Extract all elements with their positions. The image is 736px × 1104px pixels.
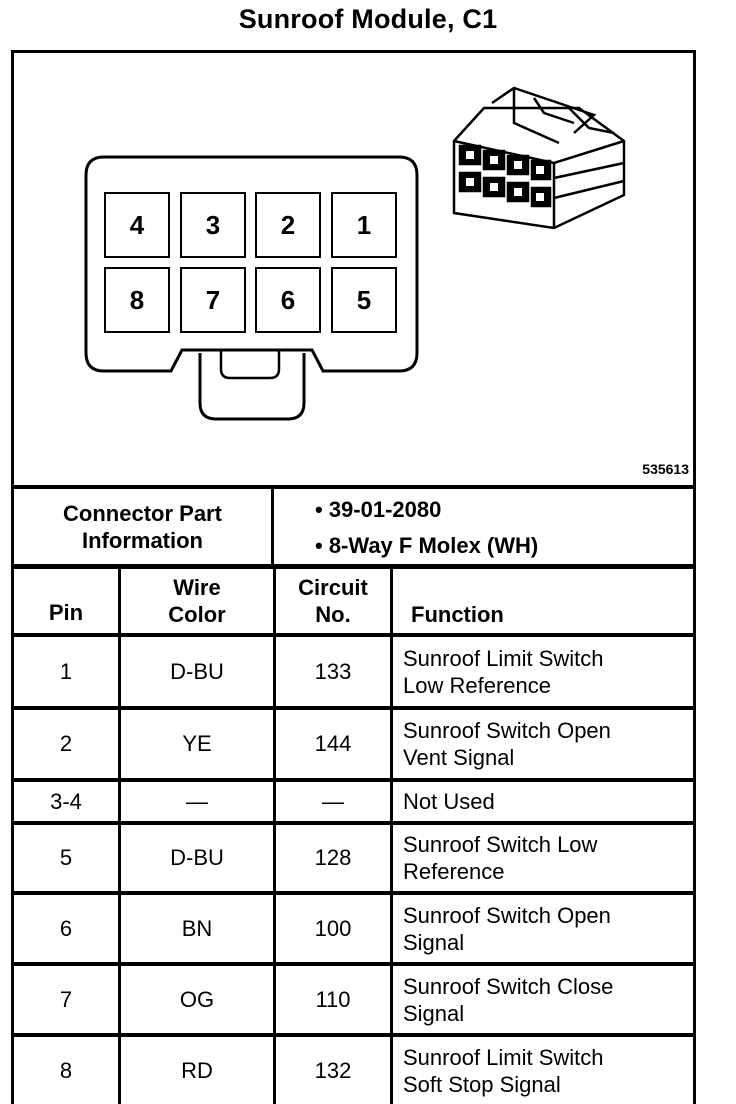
row-6-circuit: 100 <box>314 915 352 941</box>
row-5-function <box>393 825 693 891</box>
connector-part-label-line2: Information <box>82 527 203 553</box>
pin-cavity-6: 6 <box>255 267 321 333</box>
row-8-pin: 8 <box>59 1057 73 1083</box>
row-3-4-wire-color: — <box>186 788 208 814</box>
page-title: Sunroof Module, C1 <box>238 4 498 34</box>
header-pin: Pin <box>48 600 84 625</box>
connector-part-information-label <box>14 489 271 564</box>
header-function: Function <box>411 602 504 627</box>
row-5-function-line2: Reference <box>403 859 505 884</box>
header-circuit-no <box>276 573 390 629</box>
row-8-function <box>393 1037 693 1104</box>
figure-number: 535613 <box>642 461 689 477</box>
connector-description: • 8-Way F Molex (WH) <box>315 533 539 558</box>
row-3-4-circuit: — <box>322 788 344 814</box>
header-wire-color <box>121 573 273 629</box>
divider-connector-info <box>11 564 696 569</box>
row-1-function-line1: Sunroof Limit Switch <box>403 645 604 671</box>
row-1-pin: 1 <box>59 658 73 684</box>
row-2-function-line1: Sunroof Switch Open <box>403 718 611 743</box>
row-2-wire-color: YE <box>182 731 212 756</box>
connector-part-label-line1: Connector Part <box>63 500 222 526</box>
row-5-function-line1: Sunroof Switch Low <box>403 832 598 857</box>
row-7-function-line2: Signal <box>403 1000 465 1026</box>
pin-cavity-3: 3 <box>180 192 246 258</box>
row-6-wire-color: BN <box>181 915 213 941</box>
connector-face-outline <box>86 157 417 371</box>
header-circuit-line1: Circuit <box>298 575 368 600</box>
row-1-wire-color: D-BU <box>170 658 224 684</box>
row-6-pin: 6 <box>59 915 73 941</box>
row-2-function-line2: Vent Signal <box>403 745 515 770</box>
pin-cavity-8: 8 <box>104 267 170 333</box>
row-5-pin: 5 <box>59 845 73 870</box>
pin-cavity-5: 5 <box>331 267 397 333</box>
pin-cavity-4: 4 <box>104 192 170 258</box>
header-circuit-line2: No. <box>315 602 351 627</box>
header-wire-color-line1: Wire <box>173 575 221 600</box>
connector-isometric-icon <box>454 88 624 228</box>
pin-cavity-7: 7 <box>180 267 246 333</box>
row-7-function <box>393 966 693 1033</box>
row-7-wire-color: OG <box>179 986 215 1012</box>
row-1-function <box>393 637 693 706</box>
row-3-4-pin: 3-4 <box>50 788 82 814</box>
connector-part-number: • 39-01-2080 <box>315 497 442 522</box>
row-2-circuit: 144 <box>314 731 352 756</box>
row-8-function-line2: Soft Stop Signal <box>403 1071 561 1097</box>
divider-info-vertical <box>271 489 274 564</box>
pin-cavity-2: 2 <box>255 192 321 258</box>
pin-cavity-1: 1 <box>331 192 397 258</box>
connector-diagram <box>14 53 693 485</box>
row-7-function-line1: Sunroof Switch Close <box>403 973 614 999</box>
row-2-function <box>393 710 693 778</box>
row-7-pin: 7 <box>59 986 73 1012</box>
row-6-function-line1: Sunroof Switch Open <box>403 902 611 928</box>
row-8-function-line1: Sunroof Limit Switch <box>403 1044 604 1070</box>
connector-latch-inner <box>221 350 279 378</box>
row-8-wire-color: RD <box>181 1057 213 1083</box>
row-6-function-line2: Signal <box>403 929 465 955</box>
row-2-pin: 2 <box>59 731 73 756</box>
header-wire-color-line2: Color <box>168 602 226 627</box>
row-1-function-line2: Low Reference <box>403 672 551 698</box>
row-5-wire-color: D-BU <box>170 845 224 870</box>
row-3-4-function: Not Used <box>403 789 495 814</box>
row-1-circuit: 133 <box>314 658 352 684</box>
row-7-circuit: 110 <box>315 986 351 1012</box>
row-5-circuit: 128 <box>314 845 352 870</box>
connector-latch <box>200 353 304 419</box>
row-8-circuit: 132 <box>314 1057 352 1083</box>
row-6-function <box>393 895 693 962</box>
